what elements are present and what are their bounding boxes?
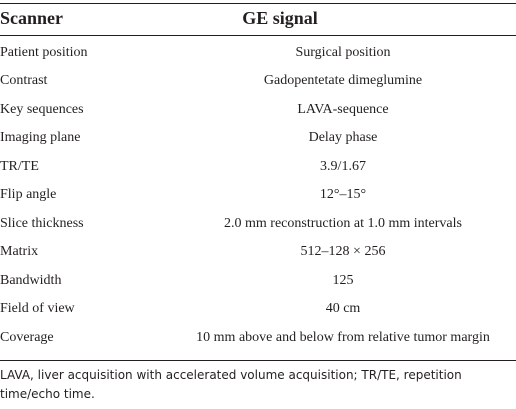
table-row xyxy=(0,39,516,67)
param-value: 125 xyxy=(332,273,354,288)
param-label: Coverage xyxy=(0,330,54,345)
param-label: Imaging plane xyxy=(0,130,81,145)
param-value: 3.9/1.67 xyxy=(320,159,366,174)
param-label: Slice thickness xyxy=(0,216,84,231)
table-row xyxy=(0,124,516,152)
header-ge-signal: GE signal xyxy=(242,8,318,28)
table-row xyxy=(0,96,516,124)
table-row xyxy=(0,324,516,352)
param-label: Patient position xyxy=(0,45,88,60)
table-footnote xyxy=(0,366,516,404)
param-label: Key sequences xyxy=(0,102,84,117)
table-row xyxy=(0,210,516,238)
param-value: 10 mm above and below from relative tumor margin xyxy=(196,330,490,345)
footnote-line: LAVA, liver acquisition with accelerated volume acquisition; TR/TE, repetition xyxy=(0,368,462,382)
table-row xyxy=(0,295,516,323)
table-row xyxy=(0,181,516,209)
param-value: Delay phase xyxy=(308,130,378,145)
table-bottom-rule xyxy=(0,360,516,361)
table-row xyxy=(0,67,516,95)
table-row xyxy=(0,267,516,295)
param-value: LAVA-sequence xyxy=(297,102,389,117)
table-row xyxy=(0,153,516,181)
param-value: 512–128 × 256 xyxy=(300,244,386,259)
table-header-rule xyxy=(0,35,516,36)
param-label: Field of view xyxy=(0,301,75,316)
param-value: Gadopentetate dimeglumine xyxy=(263,73,423,88)
param-label: Bandwidth xyxy=(0,273,62,288)
param-value: 40 cm xyxy=(325,301,361,316)
param-value: Surgical position xyxy=(295,45,391,60)
param-label: Flip angle xyxy=(0,187,57,202)
param-label: Contrast xyxy=(0,73,48,88)
footnote-line: time/echo time. xyxy=(0,387,95,401)
param-label: TR/TE xyxy=(0,159,39,174)
param-value: 2.0 mm reconstruction at 1.0 mm intervals xyxy=(224,216,462,231)
table-row xyxy=(0,238,516,266)
param-value: 12°–15° xyxy=(319,187,367,202)
header-scanner: Scanner xyxy=(0,8,63,28)
param-label: Matrix xyxy=(0,244,39,259)
